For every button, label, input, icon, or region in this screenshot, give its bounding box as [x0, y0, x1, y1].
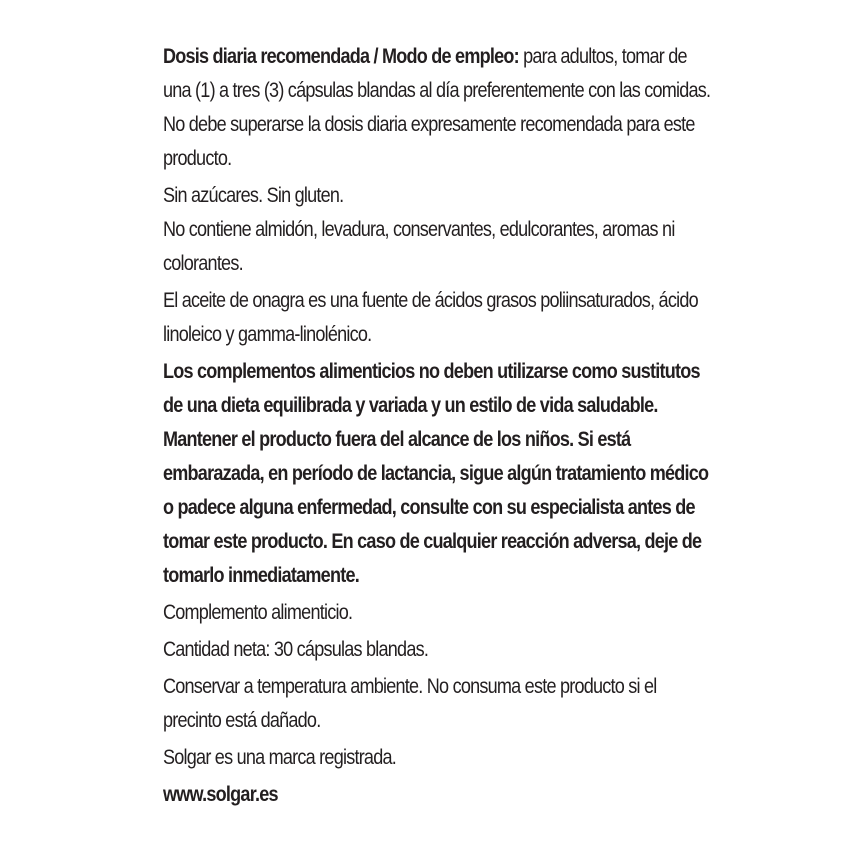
trademark-paragraph: Solgar es una marca registrada. — [163, 746, 396, 769]
dosage-text: para adultos, tomar de una (1) a tres (3) cápsulas blandas al día preferentemente con las comidas. No debe superarse la dosis diaria expresamente recomendada para este producto. — [163, 45, 711, 170]
dosage-paragraph — [163, 40, 713, 176]
website-link[interactable]: www.solgar.es — [163, 783, 278, 806]
product-label-text — [163, 40, 723, 815]
warning-paragraph: Los complementos alimenticios no deben utilizarse como sustitutos de una dieta equilibrada y variada y un estilo de vida saludable. Mantener el producto fuera del alcance de los niños. Si está embarazada, en período de lactancia, sigue algún tratamiento médico o padece alguna enfermedad, consulte con su especialista antes de tomar este producto. En caso de cualquier reacción adversa, deje de tomarlo inmediatamente. — [163, 360, 709, 587]
free-from-line-1: Sin azúcares. Sin gluten. — [163, 184, 344, 207]
storage-paragraph: Conservar a temperatura ambiente. No consuma este producto si el precinto está dañado. — [163, 675, 657, 732]
dosage-label: Dosis diaria recomendada / Modo de empleo: — [163, 45, 519, 68]
free-from-paragraph — [163, 179, 713, 281]
net-quantity-paragraph: Cantidad neta: 30 cápsulas blandas. — [163, 638, 429, 661]
category-paragraph: Complemento alimenticio. — [163, 601, 353, 624]
source-paragraph: El aceite de onagra es una fuente de ácidos grasos poliinsaturados, ácido linoleico y gamma-linolénico. — [163, 289, 698, 346]
free-from-line-2: No contiene almidón, levadura, conservantes, edulcorantes, aromas ni colorantes. — [163, 218, 675, 275]
